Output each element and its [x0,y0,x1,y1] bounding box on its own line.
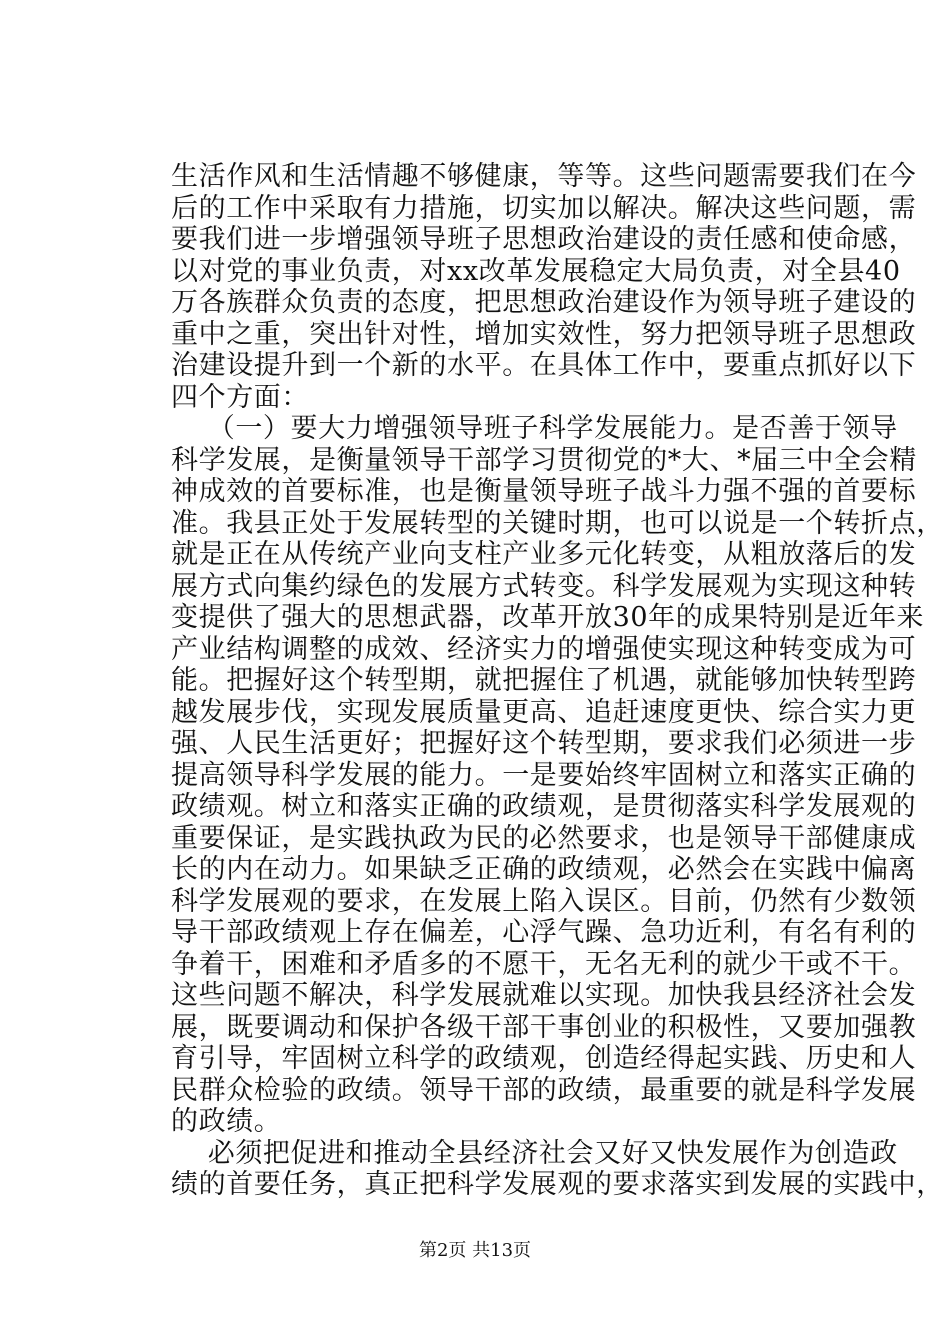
text-line: 生活作风和生活情趣不够健康，等等。这些问题需要我们在今 [171,161,917,192]
text-line: 准。我县正处于发展转型的关键时期，也可以说是一个转折点， [171,507,944,539]
text-line: 必须把促进和推动全县经济社会又好又快发展作为创造政 [171,1137,898,1169]
text-line: 科学发展，是衡量领导干部学习贯彻党的*大、*届三中全会精 [171,444,917,476]
text-line: 强、人民生活更好；把握好这个转型期，要求我们必须进一步 [171,728,917,759]
text-line: 能。把握好这个转型期，就把握住了机遇，就能够加快转型跨 [171,665,917,696]
text-line: 提高领导科学发展的能力。一是要始终牢固树立和落实正确的 [171,759,917,791]
text-line: 民群众检验的政绩。领导干部的政绩，最重要的就是科学发展 [171,1074,917,1106]
text-line: 治建设提升到一个新的水平。在具体工作中，要重点抓好以下 [171,350,917,381]
text-line: 后的工作中采取有力措施，切实加以解决。解决这些问题，需 [171,192,917,224]
text-line: 科学发展观的要求，在发展上陷入误区。目前，仍然有少数领 [171,885,917,917]
text-line: 育引导，牢固树立科学的政绩观，创造经得起实践、历史和人 [171,1043,917,1074]
text-line: 政绩观。树立和落实正确的政绩观，是贯彻落实科学发展观的 [171,791,917,822]
text-line: 的政绩。 [171,1106,282,1137]
text-line: 争着干，困难和矛盾多的不愿干，无名无利的就少干或不干。 [171,948,917,980]
text-line: 就是正在从传统产业向支柱产业多元化转变，从粗放落后的发 [171,539,917,570]
text-line: 万各族群众负责的态度，把思想政治建设作为领导班子建设的 [171,287,917,318]
page-footer: 第2页 共13页 [418,1240,532,1261]
text-line: 长的内在动力。如果缺乏正确的政绩观，必然会在实践中偏离 [171,854,917,885]
text-line: 重中之重，突出针对性，增加实效性，努力把领导班子思想政 [171,318,917,350]
text-line: 展，既要调动和保护各级干部干事创业的积极性，又要加强教 [171,1011,917,1043]
text-line: 绩的首要任务，真正把科学发展观的要求落实到发展的实践中， [171,1169,944,1200]
text-line: 神成效的首要标准，也是衡量领导班子战斗力强不强的首要标 [171,476,917,507]
body-text [171,161,944,1201]
text-line: 展方式向集约绿色的发展方式转变。科学发展观为实现这种转 [171,570,917,602]
text-line: 变提供了强大的思想武器，改革开放30年的成果特别是近年来 [171,602,925,633]
text-line: 导干部政绩观上存在偏差，心浮气躁、急功近利，有名有利的 [171,917,917,948]
text-line: 要我们进一步增强领导班子思想政治建设的责任感和使命感， [171,224,917,255]
text-line: 越发展步伐，实现发展质量更高、追赶速度更快、综合实力更 [171,696,917,728]
text-line: 这些问题不解决，科学发展就难以实现。加快我县经济社会发 [171,980,917,1011]
text-line: 产业结构调整的成效、经济实力的增强使实现这种转变成为可 [171,633,917,665]
text-line: 四个方面： [171,381,309,413]
text-line: 以对党的事业负责，对xx改革发展稳定大局负责，对全县40 [171,255,901,287]
text-line: （一）要大力增强领导班子科学发展能力。是否善于领导 [171,413,898,444]
text-line: 重要保证，是实践执政为民的必然要求，也是领导干部健康成 [171,822,917,854]
